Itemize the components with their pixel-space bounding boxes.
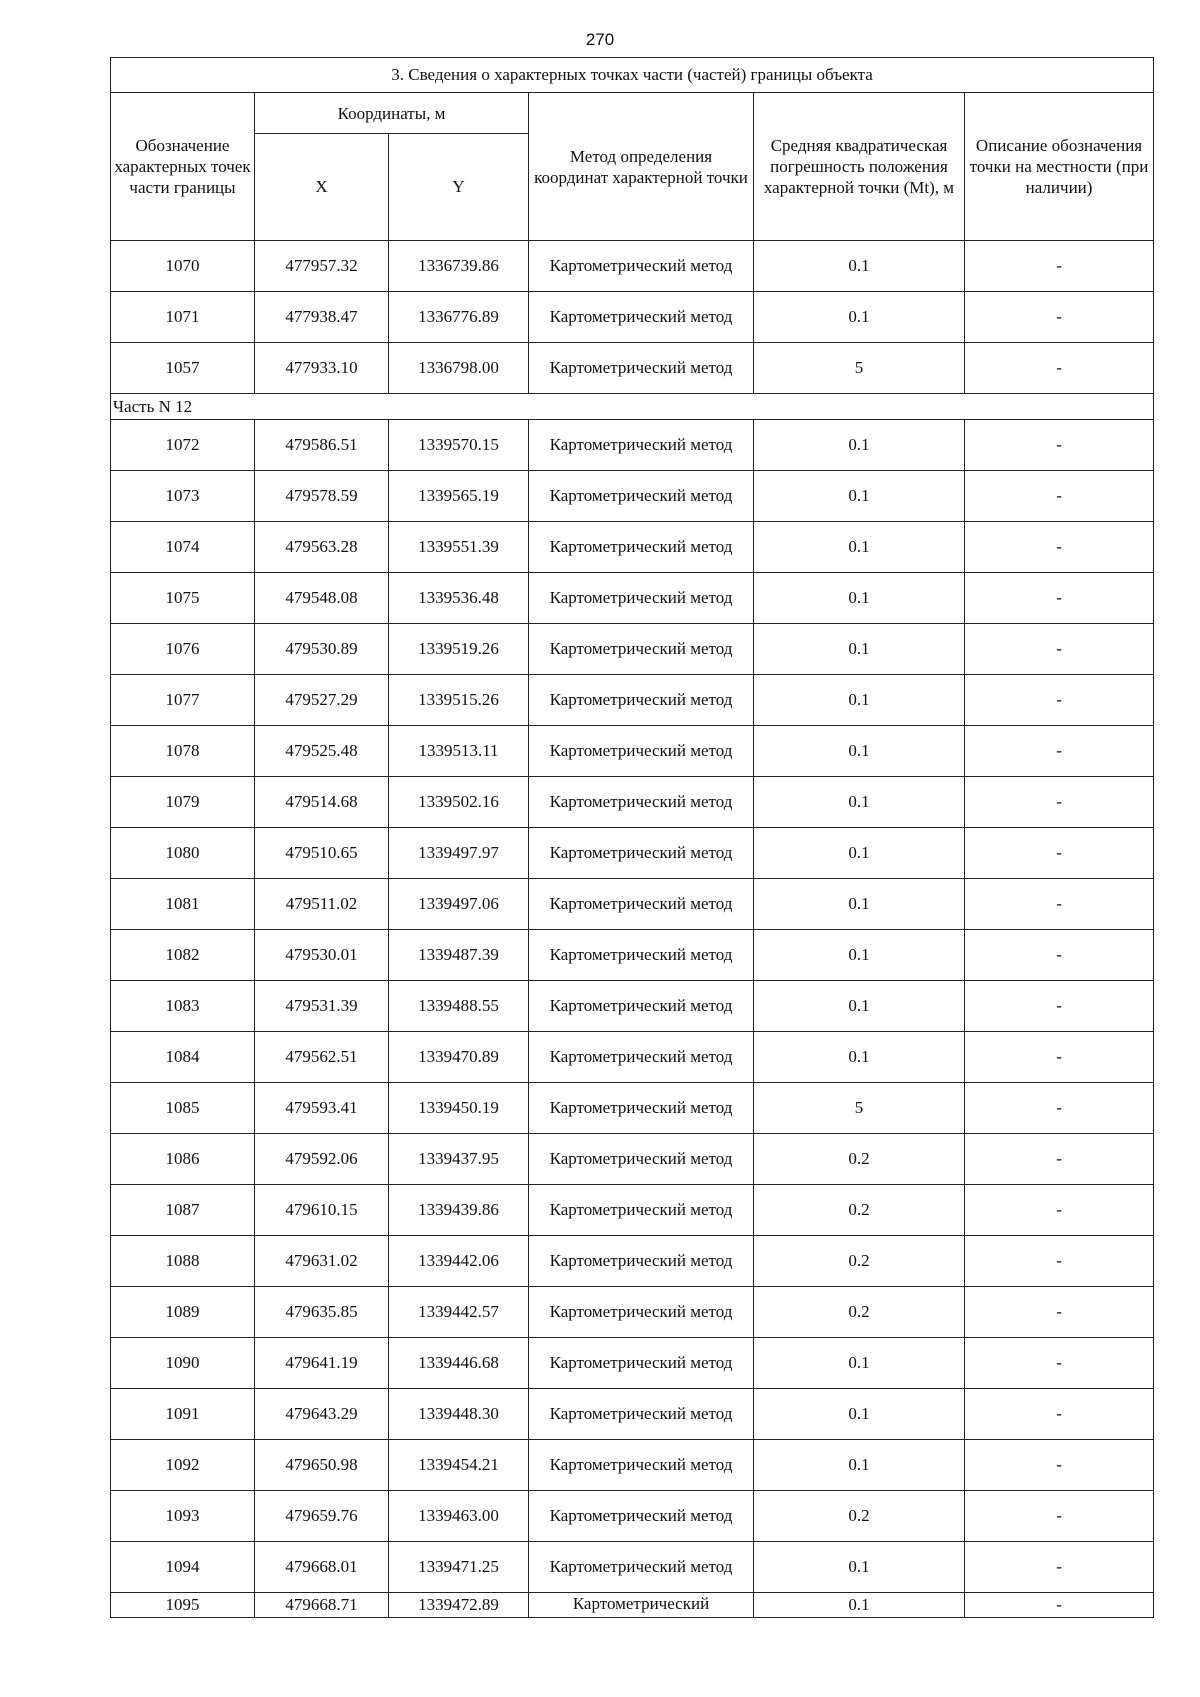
- method-cell: Картометрический метод: [529, 675, 754, 726]
- description-cell: -: [965, 1440, 1154, 1491]
- method-cell: Картометрический метод: [529, 981, 754, 1032]
- method-cell: Картометрический метод: [529, 292, 754, 343]
- point-id-cell: 1082: [111, 930, 255, 981]
- table-row: [111, 1236, 1154, 1287]
- table-row: [111, 471, 1154, 522]
- error-cell: 0.1: [754, 879, 965, 930]
- y-coordinate-cell: 1339463.00: [389, 1491, 529, 1542]
- x-coordinate-cell: 479531.39: [255, 981, 389, 1032]
- y-coordinate-cell: 1339551.39: [389, 522, 529, 573]
- description-cell: -: [965, 573, 1154, 624]
- method-cell: Картометрический метод: [529, 1236, 754, 1287]
- error-cell: 0.1: [754, 828, 965, 879]
- error-cell: 0.1: [754, 930, 965, 981]
- table-row: [111, 522, 1154, 573]
- x-coordinate-cell: 477938.47: [255, 292, 389, 343]
- table-row: [111, 981, 1154, 1032]
- y-coordinate-cell: 1339442.06: [389, 1236, 529, 1287]
- point-id-cell: 1094: [111, 1542, 255, 1593]
- y-coordinate-cell: 1339442.57: [389, 1287, 529, 1338]
- table-row: [111, 1440, 1154, 1491]
- description-cell: -: [965, 1389, 1154, 1440]
- x-coordinate-cell: 479525.48: [255, 726, 389, 777]
- y-coordinate-cell: 1339437.95: [389, 1134, 529, 1185]
- description-cell: -: [965, 343, 1154, 394]
- header-designation: Обозначение характерных точек части границы: [111, 93, 255, 241]
- table-row: [111, 1542, 1154, 1593]
- point-id-cell: 1076: [111, 624, 255, 675]
- error-cell: 0.2: [754, 1134, 965, 1185]
- table-row: [111, 1185, 1154, 1236]
- x-coordinate-cell: 477957.32: [255, 241, 389, 292]
- y-coordinate-cell: 1339471.25: [389, 1542, 529, 1593]
- table-row: [111, 573, 1154, 624]
- table-body: [111, 241, 1154, 1618]
- point-id-cell: 1090: [111, 1338, 255, 1389]
- point-id-cell: 1085: [111, 1083, 255, 1134]
- x-coordinate-cell: 479514.68: [255, 777, 389, 828]
- point-id-cell: 1078: [111, 726, 255, 777]
- error-cell: 0.1: [754, 1440, 965, 1491]
- error-cell: 0.1: [754, 675, 965, 726]
- x-coordinate-cell: 479586.51: [255, 420, 389, 471]
- error-cell: 0.1: [754, 573, 965, 624]
- y-coordinate-cell: 1339502.16: [389, 777, 529, 828]
- description-cell: -: [965, 726, 1154, 777]
- y-coordinate-cell: 1339497.97: [389, 828, 529, 879]
- x-coordinate-cell: 479650.98: [255, 1440, 389, 1491]
- header-method: Метод определения координат характерной точки: [529, 93, 754, 241]
- description-cell: -: [965, 1593, 1154, 1618]
- header-coordinates: Координаты, м: [255, 93, 529, 134]
- table-row: [111, 1593, 1154, 1618]
- y-coordinate-cell: 1339454.21: [389, 1440, 529, 1491]
- description-cell: -: [965, 522, 1154, 573]
- error-cell: 0.1: [754, 241, 965, 292]
- y-coordinate-cell: 1339497.06: [389, 879, 529, 930]
- header-error: Средняя квадратическая погрешность положения характерной точки (Mt), м: [754, 93, 965, 241]
- description-cell: -: [965, 1185, 1154, 1236]
- method-cell: Картометрический метод: [529, 343, 754, 394]
- part-label: Часть N 12: [111, 394, 1154, 420]
- table-row: [111, 828, 1154, 879]
- description-cell: -: [965, 624, 1154, 675]
- point-id-cell: 1092: [111, 1440, 255, 1491]
- description-cell: -: [965, 1338, 1154, 1389]
- error-cell: 0.1: [754, 981, 965, 1032]
- header-y: Y: [389, 134, 529, 241]
- y-coordinate-cell: 1336776.89: [389, 292, 529, 343]
- point-id-cell: 1073: [111, 471, 255, 522]
- method-cell: Картометрический метод: [529, 1032, 754, 1083]
- point-id-cell: 1095: [111, 1593, 255, 1618]
- error-cell: 5: [754, 343, 965, 394]
- method-cell: Картометрический метод: [529, 828, 754, 879]
- x-coordinate-cell: 479563.28: [255, 522, 389, 573]
- error-cell: 0.1: [754, 420, 965, 471]
- error-cell: 0.1: [754, 1338, 965, 1389]
- x-coordinate-cell: 479592.06: [255, 1134, 389, 1185]
- description-cell: -: [965, 930, 1154, 981]
- y-coordinate-cell: 1339470.89: [389, 1032, 529, 1083]
- y-coordinate-cell: 1339446.68: [389, 1338, 529, 1389]
- description-cell: -: [965, 292, 1154, 343]
- y-coordinate-cell: 1339536.48: [389, 573, 529, 624]
- y-coordinate-cell: 1339515.26: [389, 675, 529, 726]
- method-cell: Картометрический метод: [529, 420, 754, 471]
- y-coordinate-cell: 1339472.89: [389, 1593, 529, 1618]
- point-id-cell: 1071: [111, 292, 255, 343]
- y-coordinate-cell: 1339439.86: [389, 1185, 529, 1236]
- error-cell: 0.1: [754, 471, 965, 522]
- y-coordinate-cell: 1339448.30: [389, 1389, 529, 1440]
- error-cell: 0.1: [754, 777, 965, 828]
- table-row: [111, 1083, 1154, 1134]
- method-cell: Картометрический метод: [529, 930, 754, 981]
- table-title: 3. Сведения о характерных точках части (частей) границы объекта: [111, 58, 1154, 93]
- point-id-cell: 1079: [111, 777, 255, 828]
- description-cell: -: [965, 420, 1154, 471]
- error-cell: 0.1: [754, 1389, 965, 1440]
- description-cell: -: [965, 241, 1154, 292]
- method-cell: Картометрический метод: [529, 522, 754, 573]
- description-cell: -: [965, 1236, 1154, 1287]
- point-id-cell: 1075: [111, 573, 255, 624]
- x-coordinate-cell: 479510.65: [255, 828, 389, 879]
- page-number: 270: [585, 30, 615, 49]
- y-coordinate-cell: 1339513.11: [389, 726, 529, 777]
- point-id-cell: 1093: [111, 1491, 255, 1542]
- description-cell: -: [965, 777, 1154, 828]
- point-id-cell: 1087: [111, 1185, 255, 1236]
- point-id-cell: 1077: [111, 675, 255, 726]
- method-cell: Картометрический метод: [529, 1389, 754, 1440]
- method-cell: Картометрический метод: [529, 1134, 754, 1185]
- description-cell: -: [965, 675, 1154, 726]
- table-row: [111, 1134, 1154, 1185]
- method-cell: Картометрический метод: [529, 573, 754, 624]
- point-id-cell: 1089: [111, 1287, 255, 1338]
- table-row: [111, 1389, 1154, 1440]
- error-cell: 5: [754, 1083, 965, 1134]
- method-cell: Картометрический метод: [529, 1083, 754, 1134]
- point-id-cell: 1057: [111, 343, 255, 394]
- x-coordinate-cell: 479643.29: [255, 1389, 389, 1440]
- table-row: [111, 675, 1154, 726]
- error-cell: 0.1: [754, 292, 965, 343]
- error-cell: 0.1: [754, 1032, 965, 1083]
- table-row: [111, 292, 1154, 343]
- method-cell: Картометрический метод: [529, 1185, 754, 1236]
- table-row: [111, 1032, 1154, 1083]
- y-coordinate-cell: 1339487.39: [389, 930, 529, 981]
- table-row: [111, 624, 1154, 675]
- point-id-cell: 1072: [111, 420, 255, 471]
- description-cell: -: [965, 1134, 1154, 1185]
- x-coordinate-cell: 479530.89: [255, 624, 389, 675]
- description-cell: -: [965, 879, 1154, 930]
- point-id-cell: 1074: [111, 522, 255, 573]
- x-coordinate-cell: 479641.19: [255, 1338, 389, 1389]
- description-cell: -: [965, 1491, 1154, 1542]
- y-coordinate-cell: 1336739.86: [389, 241, 529, 292]
- description-cell: -: [965, 1542, 1154, 1593]
- x-coordinate-cell: 477933.10: [255, 343, 389, 394]
- table-row: [111, 726, 1154, 777]
- table-row: [111, 879, 1154, 930]
- part-row: [111, 394, 1154, 420]
- method-cell: Картометрический метод: [529, 471, 754, 522]
- error-cell: 0.1: [754, 726, 965, 777]
- table-row: [111, 343, 1154, 394]
- description-cell: -: [965, 1083, 1154, 1134]
- error-cell: 0.1: [754, 1593, 965, 1618]
- table-row: [111, 420, 1154, 471]
- x-coordinate-cell: 479562.51: [255, 1032, 389, 1083]
- x-coordinate-cell: 479659.76: [255, 1491, 389, 1542]
- method-cell: Картометрический метод: [529, 1338, 754, 1389]
- x-coordinate-cell: 479668.71: [255, 1593, 389, 1618]
- description-cell: -: [965, 471, 1154, 522]
- table-row: [111, 1338, 1154, 1389]
- header-description: Описание обозначения точки на местности (при наличии): [965, 93, 1154, 241]
- point-id-cell: 1084: [111, 1032, 255, 1083]
- error-cell: 0.2: [754, 1185, 965, 1236]
- error-cell: 0.1: [754, 624, 965, 675]
- error-cell: 0.2: [754, 1491, 965, 1542]
- description-cell: -: [965, 828, 1154, 879]
- method-cell: Картометрический метод: [529, 726, 754, 777]
- x-coordinate-cell: 479548.08: [255, 573, 389, 624]
- method-cell: Картометрический: [529, 1593, 754, 1618]
- method-cell: Картометрический метод: [529, 1491, 754, 1542]
- error-cell: 0.1: [754, 522, 965, 573]
- x-coordinate-cell: 479668.01: [255, 1542, 389, 1593]
- x-coordinate-cell: 479527.29: [255, 675, 389, 726]
- x-coordinate-cell: 479530.01: [255, 930, 389, 981]
- x-coordinate-cell: 479635.85: [255, 1287, 389, 1338]
- point-id-cell: 1091: [111, 1389, 255, 1440]
- table-row: [111, 241, 1154, 292]
- y-coordinate-cell: 1339450.19: [389, 1083, 529, 1134]
- method-cell: Картометрический метод: [529, 1542, 754, 1593]
- table-row: [111, 1491, 1154, 1542]
- y-coordinate-cell: 1339488.55: [389, 981, 529, 1032]
- point-id-cell: 1083: [111, 981, 255, 1032]
- method-cell: Картометрический метод: [529, 1287, 754, 1338]
- method-cell: Картометрический метод: [529, 241, 754, 292]
- description-cell: -: [965, 981, 1154, 1032]
- y-coordinate-cell: 1339565.19: [389, 471, 529, 522]
- x-coordinate-cell: 479631.02: [255, 1236, 389, 1287]
- description-cell: -: [965, 1032, 1154, 1083]
- header-x: X: [255, 134, 389, 241]
- point-id-cell: 1088: [111, 1236, 255, 1287]
- x-coordinate-cell: 479593.41: [255, 1083, 389, 1134]
- point-id-cell: 1080: [111, 828, 255, 879]
- method-cell: Картометрический метод: [529, 1440, 754, 1491]
- characteristic-points-table: [110, 57, 1154, 1618]
- error-cell: 0.1: [754, 1542, 965, 1593]
- description-cell: -: [965, 1287, 1154, 1338]
- table-row: [111, 777, 1154, 828]
- table-row: [111, 1287, 1154, 1338]
- point-id-cell: 1081: [111, 879, 255, 930]
- method-cell: Картометрический метод: [529, 777, 754, 828]
- point-id-cell: 1086: [111, 1134, 255, 1185]
- y-coordinate-cell: 1339519.26: [389, 624, 529, 675]
- x-coordinate-cell: 479610.15: [255, 1185, 389, 1236]
- point-id-cell: 1070: [111, 241, 255, 292]
- method-cell: Картометрический метод: [529, 624, 754, 675]
- table-header: [111, 58, 1154, 241]
- table-row: [111, 930, 1154, 981]
- x-coordinate-cell: 479511.02: [255, 879, 389, 930]
- x-coordinate-cell: 479578.59: [255, 471, 389, 522]
- y-coordinate-cell: 1339570.15: [389, 420, 529, 471]
- y-coordinate-cell: 1336798.00: [389, 343, 529, 394]
- error-cell: 0.2: [754, 1236, 965, 1287]
- method-cell: Картометрический метод: [529, 879, 754, 930]
- error-cell: 0.2: [754, 1287, 965, 1338]
